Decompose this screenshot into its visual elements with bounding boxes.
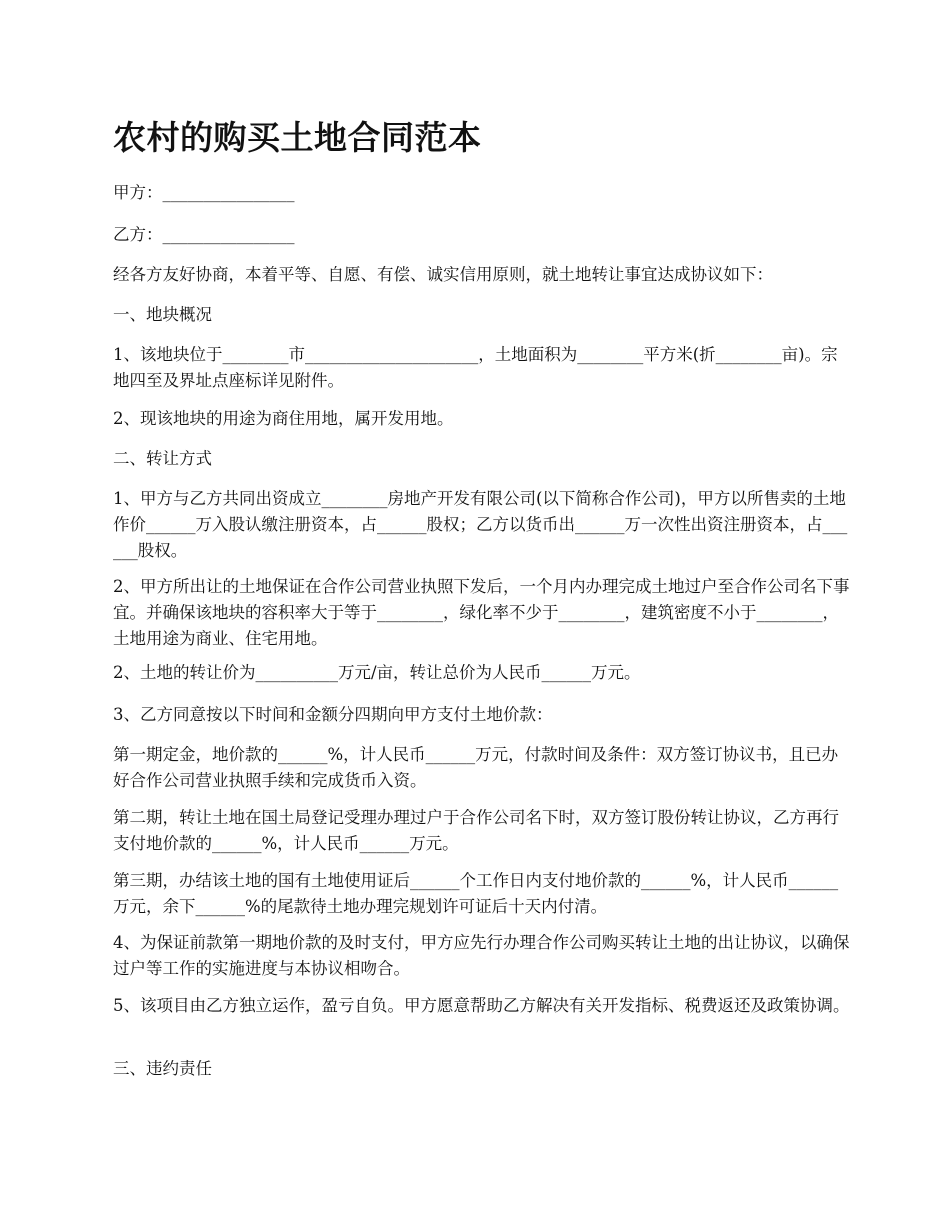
clause-joint-company: 1、甲方与乙方共同出资成立________房地产开发有限公司(以下简称合作公司)，甲方以所售卖的土地作价______万入股认缴注册资本，占______股权；乙方以货币出______万一次性出资注册资本，占______股权。 [113, 489, 848, 560]
party-b-line: 乙方：________________ [113, 225, 295, 244]
clause-land-usage: 2、现该地块的用途为商住用地，属开发用地。 [113, 409, 454, 428]
clause-land-location: 1、该地块位于________市_____________________，土地面积为________平方米(折________亩)。宗地四至及界址点座标详见附件。 [113, 345, 838, 390]
section-heading-land-overview: 一、地块概况 [113, 305, 212, 324]
clause-independent-operation: 5、该项目由乙方独立运作，盈亏自负。甲方愿意帮助乙方解决有关开发指标、税费返还及政策协调。 [113, 996, 850, 1015]
clause-land-transfer-guarantee: 2、甲方所出让的土地保证在合作公司营业执照下发后，一个月内办理完成土地过户至合作公司名下事宜。并确保该地块的容积率大于等于________，绿化率不少于________，建筑密度不小于________，土地用途为商业、住宅用地。 [113, 577, 850, 648]
section-heading-transfer-method: 二、转让方式 [113, 449, 212, 468]
payment-phase-3: 第三期，办结该土地的国有土地使用证后______个工作日内支付地价款的______%，计人民币______万元，余下______%的尾款待土地办理完规划许可证后十天内付清。 [113, 871, 839, 916]
party-a-line: 甲方：________________ [113, 183, 295, 202]
preamble-paragraph: 经各方友好协商，本着平等、自愿、有偿、诚实信用原则，就土地转让事宜达成协议如下： [113, 265, 773, 284]
payment-phase-1: 第一期定金，地价款的______%，计人民币______万元，付款时间及条件：双方签订协议书，且已办好合作公司营业执照手续和完成货币入资。 [113, 745, 839, 790]
clause-transfer-price: 2、土地的转让价为__________万元/亩，转让总价为人民币______万元。 [113, 663, 641, 682]
payment-phase-2: 第二期，转让土地在国土局登记受理办理过户于合作公司名下时，双方签订股份转让协议，乙方再行支付地价款的______%，计人民币______万元。 [113, 808, 839, 853]
section-heading-breach-liability: 三、违约责任 [113, 1059, 212, 1078]
document-title: 农村的购买土地合同范本 [113, 118, 482, 157]
clause-payment-schedule: 3、乙方同意按以下时间和金额分四期向甲方支付土地价款： [113, 705, 553, 724]
clause-payment-guarantee: 4、为保证前款第一期地价款的及时支付，甲方应先行办理合作公司购买转让土地的出让协议，以确保过户等工作的实施进度与本协议相吻合。 [113, 933, 850, 978]
